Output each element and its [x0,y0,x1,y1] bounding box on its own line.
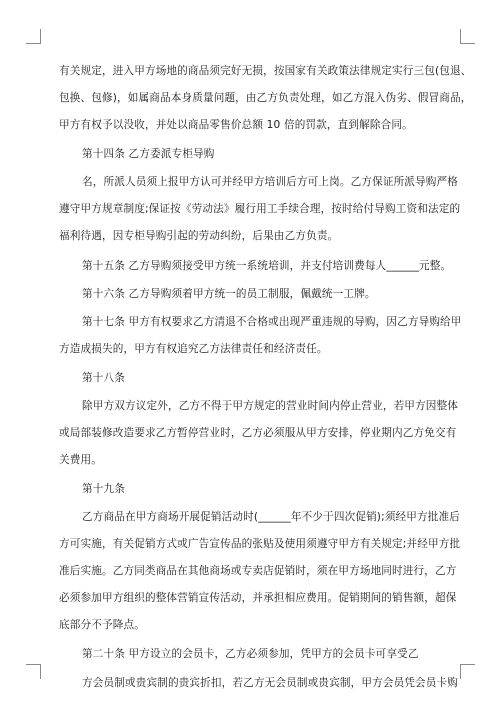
text-line: 底部分不予降点。 [59,619,145,631]
text-line: 遵守甲方规章制度;保证按《劳动法》履行用工手续合理，按时给付导购工资和法定的 [59,203,461,215]
clause-20: 第二十条 甲方设立的会员卡，乙方必须参加，凭甲方的会员卡可享受乙 [82,648,419,660]
text-line: 包换、包修)，如属商品本身质量问题，由乙方负责处理，如乙方混入伪劣、假冒商品， [59,92,472,104]
text-line: 方可实施，有关促销方式或广告宣传品的张贴及使用须遵守甲方有关规定;并经甲方批 [59,538,461,550]
text-line: 甲方有权予以没收，并处以商品零售价总额 10 倍的罚款，直到解除合同。 [59,119,413,131]
clause-heading-19: 第十九条 [82,483,125,495]
clause-15: 第十五条 乙方导购须接受甲方统一系统培训，并支付培训费每人______元整。 [82,260,452,272]
text-line: 乙方商品在甲方商场开展促销活动时(______年不少于四次促销);须经甲方批准后 [82,511,461,523]
clause-heading-18: 第十八条 [82,372,125,384]
text-line: 方造成损失的，甲方有权追究乙方法律责任和经济责任。 [59,343,328,355]
text-line: 福利待遇，因专柜导购引起的劳动纠纷，后果由乙方负责。 [59,230,339,242]
text-line: 必须参加甲方组织的整体营销宣传活动，并承担相应费用。促销期间的销售额，超保 [59,592,457,604]
crop-mark-bottom-right [460,664,475,679]
text-line: 除甲方双方议定外，乙方不得于甲方规定的营业时间内停止营业，若甲方因整体 [82,400,459,412]
text-line: 方会员制或贵宾制的贵宾折扣，若乙方无会员制或贵宾制，甲方会员凭会员卡购 [82,677,459,689]
clause-17: 第十七条 甲方有权要求乙方清退不合格或出现严重违规的导购，因乙方导购给甲 [82,316,462,328]
text-line: 有关规定，进入甲方场地的商品须完好无损，按国家有关政策法律规定实行三包(包退、 [59,65,472,77]
clause-16: 第十六条 乙方导购须着甲方统一的员工制服，佩戴统一工牌。 [82,288,376,300]
crop-mark-top-left [26,29,41,44]
text-line: 关费用。 [59,454,102,466]
text-line: 名，所派人员须上报甲方认可并经甲方培训后方可上岗。乙方保证所派导购严格 [82,176,459,188]
crop-mark-bottom-left [26,664,41,679]
crop-mark-top-right [460,29,475,44]
text-line: 准后实施。乙方同类商品在其他商场或专卖店促销时，须在甲方场地同时进行，乙方 [59,565,457,577]
clause-heading-14: 第十四条 乙方委派专柜导购 [82,148,215,160]
text-line: 或局部装修改造要求乙方暂停营业时，乙方必须服从甲方安排，停业期内乙方免交有 [59,427,457,439]
